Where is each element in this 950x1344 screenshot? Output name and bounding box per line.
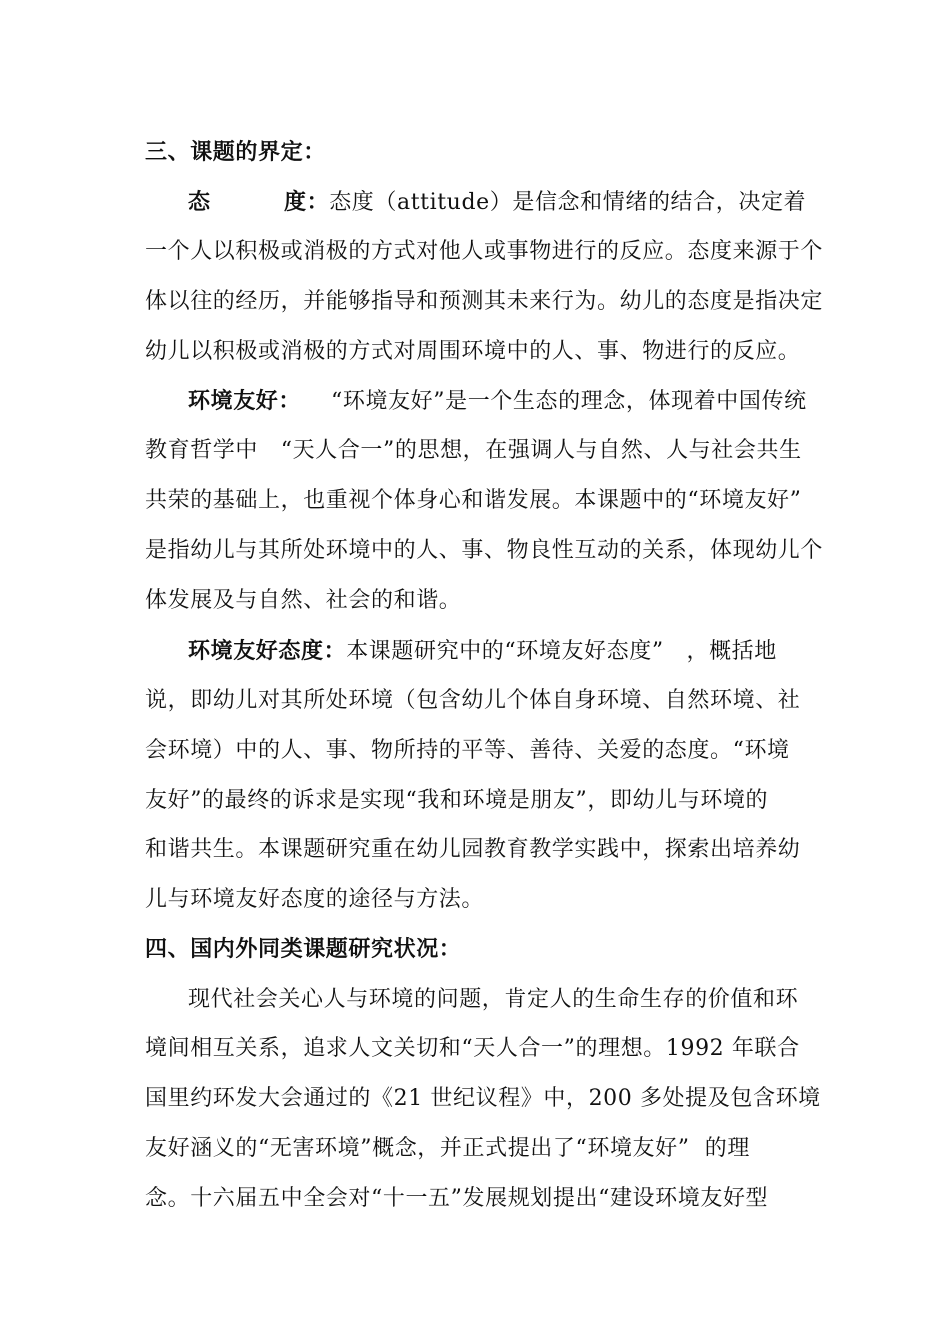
attitude-text-line: 态度（attitude）是信念和情绪的结合，决定着 bbox=[329, 190, 807, 215]
section-4-heading: 四、国内外同类课题研究状况： bbox=[145, 936, 462, 962]
section-3-heading: 三、课题的界定： bbox=[145, 139, 326, 165]
friendly-text-line: 体发展及与自然、社会的和谐。 bbox=[145, 588, 462, 613]
friendly-attitude-text-line: 会环境）中的人、事、物所持的平等、善待、关爱的态度。“环境 bbox=[145, 738, 790, 763]
attitude-text-line: 体以往的经历，并能够指导和预测其未来行为。幼儿的态度是指决定 bbox=[145, 289, 824, 314]
friendly-attitude-term: 环境友好态度： bbox=[188, 638, 347, 664]
attitude-text-line: 幼儿以积极或消极的方式对周围环境中的人、事、物进行的反应。 bbox=[145, 339, 801, 364]
friendly-attitude-text-line: 儿与环境友好态度的途径与方法。 bbox=[145, 887, 485, 912]
friendly-definition-first-line bbox=[188, 386, 807, 417]
section-4-text-line: 友好涵义的“无害环境”概念，并正式提出了“环境友好” 的理 bbox=[145, 1136, 750, 1161]
friendly-attitude-text-line: 本课题研究中的“环境友好态度” ，概括地 bbox=[346, 639, 777, 664]
friendly-attitude-text-line: 说，即幼儿对其所处环境（包含幼儿个体自身环境、自然环境、社 bbox=[145, 688, 801, 713]
friendly-text-line: “环境友好”是一个生态的理念，体现着中国传统 bbox=[331, 389, 807, 414]
attitude-definition-first-line bbox=[188, 187, 806, 218]
section-4-text-line: 境间相互关系，追求人文关切和“天人合一”的理想。1992 年联合 bbox=[145, 1036, 800, 1061]
friendly-text-line: 教育哲学中 “天人合一”的思想，在强调人与自然、人与社会共生 bbox=[145, 438, 802, 463]
attitude-term-part-a: 态 bbox=[188, 189, 211, 215]
section-4-text-line: 念。十六届五中全会对“十一五”发展规划提出“建设环境友好型 bbox=[145, 1186, 769, 1211]
friendly-attitude-text-line: 和谐共生。本课题研究重在幼儿园教育教学实践中，探索出培养幼 bbox=[145, 837, 801, 862]
section-4-text-line: 现代社会关心人与环境的问题，肯定人的生命生存的价值和环 bbox=[188, 987, 799, 1012]
attitude-term-part-b: 度： bbox=[284, 189, 330, 215]
friendly-attitude-first-line bbox=[188, 636, 777, 667]
friendly-text-line: 共荣的基础上，也重视个体身心和谐发展。本课题中的“环境友好” bbox=[145, 488, 802, 513]
friendly-term: 环境友好： bbox=[188, 388, 302, 414]
friendly-text-line: 是指幼儿与其所处环境中的人、事、物良性互动的关系，体现幼儿个 bbox=[145, 538, 824, 563]
section-4-text-line: 国里约环发大会通过的《21 世纪议程》中，200 多处提及包含环境 bbox=[145, 1086, 821, 1111]
friendly-attitude-text-line: 友好”的最终的诉求是实现“我和环境是朋友”，即幼儿与环境的 bbox=[145, 788, 769, 813]
attitude-text-line: 一个人以积极或消极的方式对他人或事物进行的反应。态度来源于个 bbox=[145, 239, 824, 264]
